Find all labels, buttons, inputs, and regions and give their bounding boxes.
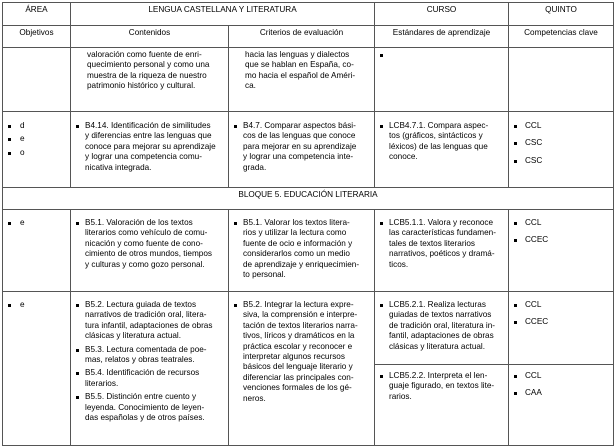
code-label: e <box>20 134 25 144</box>
estandares-text <box>389 371 504 402</box>
criterios-text <box>243 300 370 404</box>
estandares-part-b <box>379 365 504 402</box>
bullet-icon <box>8 222 11 225</box>
code-label: CCL <box>525 300 542 309</box>
estandares-cell <box>375 210 509 292</box>
estandares-cell <box>375 112 509 188</box>
contenidos-text <box>85 218 224 270</box>
contenidos-cell <box>71 48 229 112</box>
estandares-text <box>389 300 504 352</box>
text-line: B5.5. Distinción entre cuento y <box>85 392 197 402</box>
criterios-cell <box>229 48 375 112</box>
bullet-icon <box>8 152 11 155</box>
estandares-item <box>379 50 504 57</box>
competencias-list <box>513 371 609 399</box>
text-line: venciones formales de los gé- <box>243 383 352 393</box>
competencias-part-b <box>513 365 609 399</box>
code-label: CCEC <box>525 317 549 327</box>
text-line: y culturas y como gozo personal. <box>85 259 205 269</box>
criterios-item <box>233 121 370 173</box>
bullet-icon <box>76 222 79 225</box>
text-line: LCB5.2.1. Realiza lecturas <box>389 300 486 309</box>
course-label: CURSO <box>375 3 509 26</box>
estandares-cell <box>375 292 509 446</box>
code-label: e <box>20 300 25 309</box>
text-line: B5.1. Valorar los textos litera- <box>243 218 350 227</box>
objetivos-list <box>7 218 66 228</box>
text-line: B5.2. Lectura guiada de textos <box>85 300 197 309</box>
bullet-icon <box>514 160 517 163</box>
bullet-icon <box>514 125 517 128</box>
code-label: o <box>20 147 25 157</box>
criterios-cell <box>229 210 375 292</box>
text-line: conoce para mejorar su aprendizaje <box>85 141 216 151</box>
objetivos-cell <box>3 292 71 446</box>
list-item <box>513 317 609 327</box>
objetivos-cell <box>3 210 71 292</box>
bullet-icon <box>76 349 79 352</box>
bullet-icon <box>234 125 237 128</box>
contenidos-text <box>85 345 224 366</box>
estandares-text <box>389 218 504 270</box>
contenidos-item <box>75 218 224 270</box>
code-label: d <box>20 121 25 130</box>
list-item <box>513 156 609 166</box>
subheader-row <box>3 26 614 48</box>
list-item <box>7 134 66 144</box>
col-competencias: Competencias clave <box>509 26 614 48</box>
competencias-part-a <box>513 292 609 364</box>
bullet-icon <box>514 142 517 145</box>
text-line: y lograr una competencia inte- <box>243 152 354 162</box>
text-line: grada. <box>243 162 267 172</box>
estandares-part-a <box>379 292 504 364</box>
text-line: LCB5.2.2. Interpreta el len- <box>389 371 488 380</box>
bullet-icon <box>514 222 517 225</box>
text-line: mas, relatos y obras teatrales. <box>85 355 195 365</box>
text-line: valoración como fuente de enri- <box>87 50 202 59</box>
text-line: narrativos, poéticos y dramá- <box>389 249 495 259</box>
text-line: tivos, líricos y dramáticos en la <box>243 331 355 341</box>
contenidos-item <box>75 121 224 173</box>
competencias-list <box>513 300 609 328</box>
contenidos-cell <box>71 112 229 188</box>
estandares-text <box>389 121 504 163</box>
criterios-item <box>233 300 370 404</box>
text-line: de tradición oral, literatura in- <box>389 320 496 330</box>
bullet-icon <box>234 222 237 225</box>
text-line: clásicas y literatura actual. <box>85 331 182 341</box>
text-line: tales de textos literarios <box>389 238 476 248</box>
text-line: básicos del lenguaje literario y <box>243 362 353 372</box>
criterios-cell <box>229 112 375 188</box>
bullet-icon <box>380 54 383 57</box>
competencias-cell <box>509 210 614 292</box>
table-row <box>3 210 614 292</box>
list-item <box>513 371 609 381</box>
contenidos-text <box>85 300 224 342</box>
text-line: considerarlos como un medio <box>243 249 350 259</box>
text-line: leyenda. Conocimiento de leyen- <box>85 402 205 412</box>
text-line: LCB4.7.1. Compara aspec- <box>389 121 489 130</box>
col-estandares: Estándares de aprendizaje <box>375 26 509 48</box>
list-item <box>513 121 609 131</box>
code-label: CCEC <box>525 235 549 245</box>
text-line: tación de textos literarios narra- <box>243 320 358 330</box>
criterios-cell <box>229 292 375 446</box>
contenidos-cell <box>71 210 229 292</box>
text-line: B5.2. Integrar la lectura expre- <box>243 300 354 309</box>
text-line: quecimiento personal y como una <box>87 60 210 70</box>
course-value: QUINTO <box>509 3 614 26</box>
bullet-icon <box>8 125 11 128</box>
subject-title: LENGUA CASTELLANA Y LITERATURA <box>71 3 375 26</box>
text-line: hacia las lenguas y dialectos <box>245 50 350 59</box>
estandares-item <box>379 218 504 270</box>
text-line: muestra de la riqueza de nuestro <box>87 70 207 80</box>
code-label: CCL <box>525 371 542 380</box>
text-line: narrativos de tradición oral, litera- <box>85 310 207 320</box>
bullet-icon <box>76 372 79 375</box>
bloque-row <box>3 188 614 210</box>
text-line: guaje figurado, en textos lite- <box>389 381 495 391</box>
text-line: para mejorar en su aprendizaje <box>243 141 357 151</box>
contenidos-item <box>75 345 224 366</box>
bullet-icon <box>380 304 383 307</box>
text-line: las características fundamen- <box>389 228 496 238</box>
code-label: CSC <box>525 155 543 165</box>
objetivos-cell <box>3 48 71 112</box>
text-line: de aprendizaje y enriquecimien- <box>243 259 360 269</box>
criterios-text <box>243 218 370 280</box>
estandares-item <box>379 371 504 402</box>
bullet-icon <box>514 392 517 395</box>
text-line: nicativa integrada. <box>85 162 152 172</box>
text-line: guiadas de textos narrativos <box>389 310 492 320</box>
bullet-icon <box>514 375 517 378</box>
bullet-icon <box>380 222 383 225</box>
bullet-icon <box>514 239 517 242</box>
list-item <box>513 138 609 148</box>
col-objetivos: Objetivos <box>3 26 71 48</box>
bullet-icon <box>380 375 383 378</box>
criterios-text <box>243 121 370 173</box>
header-row <box>3 3 614 26</box>
bloque-title: BLOQUE 5. EDUCACIÓN LITERARIA <box>3 188 614 210</box>
list-item <box>7 121 66 131</box>
bullet-icon <box>76 304 79 307</box>
text-line: fuente de ocio e información y <box>243 238 353 248</box>
table-row <box>3 48 614 112</box>
list-item <box>513 300 609 310</box>
code-label: CAA <box>525 388 542 398</box>
text-line: fantil, adaptaciones de obras <box>389 331 494 341</box>
list-item <box>513 218 609 228</box>
code-label: CSC <box>525 138 543 148</box>
bullet-icon <box>234 304 237 307</box>
contenidos-text <box>87 50 224 92</box>
contenidos-item <box>75 300 224 342</box>
competencias-cell <box>509 112 614 188</box>
competencias-list <box>513 218 609 246</box>
code-label: CCL <box>525 218 542 227</box>
text-line: cos de las lenguas que conoce <box>243 131 356 141</box>
bullet-icon <box>76 125 79 128</box>
text-line: y diferencias entre las lenguas que <box>85 131 212 141</box>
estandares-item <box>379 300 504 352</box>
text-line: B4.7. Comparar aspectos bási- <box>243 121 356 130</box>
text-line: to personal. <box>243 270 286 280</box>
text-line: nicación y como fuente de cono- <box>85 238 203 248</box>
objetivos-cell <box>3 112 71 188</box>
list-item <box>513 388 609 398</box>
text-line: patrimonio histórico y cultural. <box>87 81 196 91</box>
text-line: B5.1. Valoración de los textos <box>85 218 193 227</box>
estandares-cell <box>375 48 509 112</box>
text-line: que se hablan en España, co- <box>245 60 354 70</box>
text-line: B5.4. Identificación de recursos <box>85 368 200 378</box>
text-line: conoce. <box>389 152 418 162</box>
list-item <box>513 235 609 245</box>
competencias-cell <box>509 48 614 112</box>
col-contenidos: Contenidos <box>71 26 229 48</box>
contenidos-text <box>85 368 224 389</box>
text-line: diferenciar las principales con- <box>243 372 354 382</box>
text-line: tos (gráficos, sintácticos y <box>389 131 483 141</box>
bullet-icon <box>76 396 79 399</box>
criterios-item <box>233 218 370 280</box>
code-label: e <box>20 218 25 227</box>
text-line: cimiento de otros mundos, tiempos <box>85 249 212 259</box>
text-line: das españolas y de otros países. <box>85 413 205 423</box>
text-line: mo hacia el español de Améri- <box>245 70 356 80</box>
contenidos-cell <box>71 292 229 446</box>
text-line: B5.3. Lectura comentada de poe- <box>85 344 207 354</box>
objetivos-list <box>7 121 66 158</box>
text-line: literarios. <box>85 378 119 388</box>
code-label: CCL <box>525 121 542 130</box>
bullet-icon <box>380 125 383 128</box>
contenidos-item <box>75 392 224 423</box>
text-line: tura infantil, adaptaciones de obras <box>85 320 213 330</box>
contenidos-text <box>85 121 224 173</box>
curriculum-table <box>2 2 614 446</box>
bullet-icon <box>8 304 11 307</box>
text-line: rarios. <box>389 391 412 401</box>
text-line: LCB5.1.1. Valora y reconoce <box>389 218 494 227</box>
text-line: y lograr una competencia comu- <box>85 152 202 162</box>
competencias-cell <box>509 292 614 446</box>
text-line: neros. <box>243 393 266 403</box>
criterios-text <box>245 50 370 92</box>
list-item <box>7 300 66 310</box>
contenidos-text <box>85 392 224 423</box>
contenidos-item <box>75 368 224 389</box>
objetivos-list <box>7 300 66 310</box>
text-line: ca. <box>245 81 256 91</box>
bullet-icon <box>514 321 517 324</box>
text-line: clásicas y literatura actual. <box>389 341 486 351</box>
contenidos-paragraphs <box>75 300 224 423</box>
competencias-list <box>513 121 609 166</box>
text-line: literarios como vehículo de comu- <box>85 228 208 238</box>
text-line: léxicos) de las lenguas que <box>389 141 488 151</box>
bullet-icon <box>514 304 517 307</box>
text-line: práctica escolar y reconocer e <box>243 341 353 351</box>
text-line: B4.14. Identificación de similitudes <box>85 121 211 130</box>
text-line: interpretar algunos recursos <box>243 352 345 362</box>
table-row <box>3 292 614 446</box>
list-item <box>7 218 66 228</box>
text-line: ticos. <box>389 259 409 269</box>
bullet-icon <box>8 138 11 141</box>
table-row <box>3 112 614 188</box>
list-item <box>7 148 66 158</box>
text-line: rios y utilizar la lectura como <box>243 228 347 238</box>
col-criterios: Criterios de evaluación <box>229 26 375 48</box>
text-line: siva, la comprensión e interpre- <box>243 310 358 320</box>
area-label: ÁREA <box>3 3 71 26</box>
estandares-item <box>379 121 504 163</box>
